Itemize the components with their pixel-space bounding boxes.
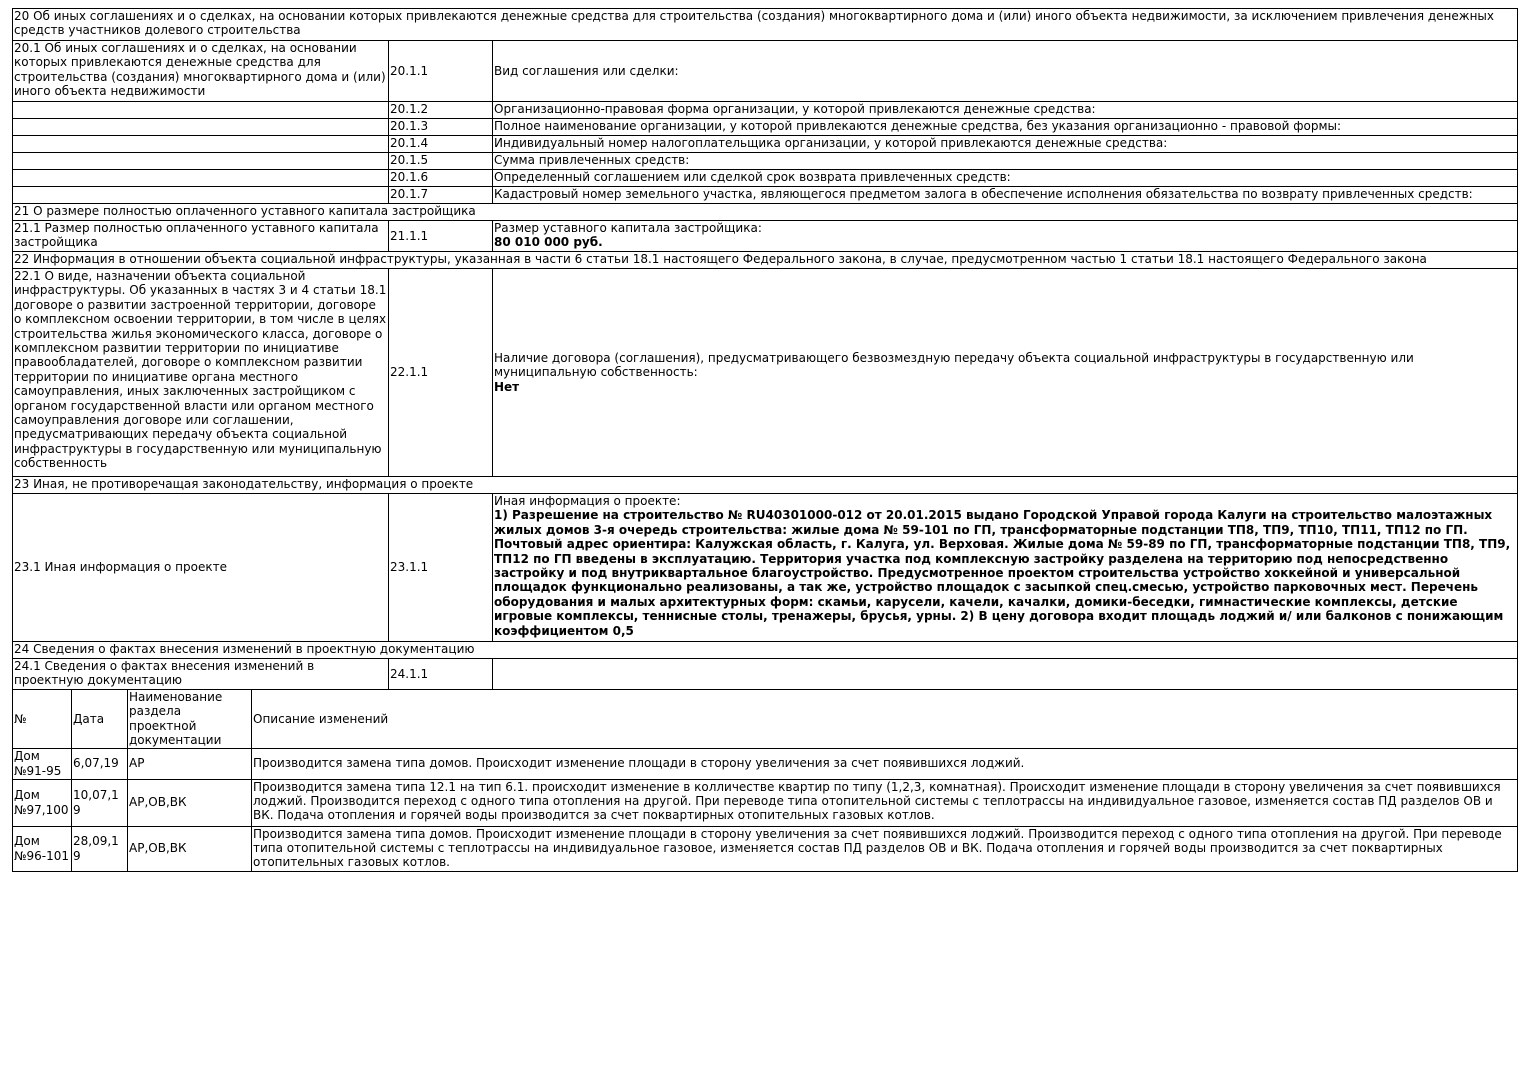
cell-24-1-1 [493,659,1518,690]
row-20-1-7 [13,187,1518,204]
section-23-header [13,477,1518,494]
change-section: АР,ОВ,ВК [128,779,252,826]
change-num: Дом №96-101 [13,826,72,871]
text-20-1-1: Вид соглашения или сделки: [493,41,1518,102]
text-20-1-7: Кадастровый номер земельного участка, являющегося предметом залога в обеспечение исполнения обязательства по возврату привлеченных средств: [493,187,1518,204]
change-date: 28,09,19 [72,826,128,871]
text-20-1-5: Сумма привлеченных средств: [493,153,1518,170]
section-24-header [13,642,1518,659]
header-description: Описание изменений [252,690,1518,749]
row-21-1-1 [13,221,1518,252]
document-page [12,8,1517,872]
label-23-1-1: Иная информация о проекте: [494,494,681,508]
section-20-title: 20 Об иных соглашениях и о сделках, на основании которых привлекаются денежные средства для строительства (создания) многоквартирного дома и (или) иного объекта недвижимости, за исключением привлечения денежных средств участников долевого строительства [13,9,1518,41]
cell-22-1-1 [493,269,1518,477]
change-date: 6,07,19 [72,748,128,779]
change-num: Дом №91-95 [13,748,72,779]
section-21-header [13,204,1518,221]
change-section: АР [128,748,252,779]
change-num: Дом №97,100 [13,779,72,826]
header-date: Дата [72,690,128,749]
project-declaration-table [12,8,1518,690]
row-20-1-4 [13,136,1518,153]
change-description: Производится замена типа 12.1 на тип 6.1. происходит изменение в колличестве квартир по типу (1,2,3, комнатная). Происходит изменение площади в сторону увеличения за счет появившихся лоджий. Производится переход с одного типа отопления на другой. При переводе типа отопительной системы с теплотрассы на индивидуальное газовое, изменяется состав ПД разделов ОВ и ВК. Подача отопления и горячей воды производится за счет поквартирных отопительных газовых котлов. [252,779,1518,826]
code-20-1-4: 20.1.4 [389,136,493,153]
change-date: 10,07,19 [72,779,128,826]
value-22-1-1: Нет [494,379,520,394]
section-22-header [13,252,1518,269]
section-22-1-title: 22.1 О виде, назначении объекта социальной инфраструктуры. Об указанных в частях 3 и 4 статьи 18.1 договоре о развитии застроенной территории, договоре о комплексном освоении территории, в том числе в целях строительства жилья экономического класса, договоре о комплексном развитии территории по инициативе правообладателей, договоре о комплексном развитии территории по инициативе органа местного самоуправления, иных заключенных застройщиком с органом государственной власти или органом местного самоуправления договоре или соглашении, предусматривающих передачу объекта социальной инфраструктуры в государственную или муниципальную собственность [13,269,389,477]
code-20-1-6: 20.1.6 [389,170,493,187]
cell-23-1-1 [493,494,1518,642]
row-24-1-1 [13,659,1518,690]
section-23-title: 23 Иная, не противоречащая законодательству, информация о проекте [13,477,1518,494]
code-20-1-7: 20.1.7 [389,187,493,204]
row-20-1-2 [13,102,1518,119]
changes-header-row [13,690,1518,749]
value-23-1-1: 1) Разрешение на строительство № RU40301000-012 от 20.01.2015 выдано Городской Управой города Калуги на строительство малоэтажных жилых домов 3-я очередь строительства: жилые дома № 59-101 по ГП, трансформаторные подстанции ТП8, ТП9, ТП10, ТП11, ТП12 по ГП. Почтовый адрес ориентира: Калужская область, г. Калуга, ул. Верховая. Жилые дома № 59-89 по ГП, трансформаторные подстанции ТП8, ТП9, ТП12 по ГП введены в эксплуатацию. Территория участка под комплексную застройку разделена на территорию под непосредственно застройку и под внутриквартальное благоустройство. Предусмотренное проектом строительства устройство хоккейной и универсальной площадок функционально реализованы, а так же, устройство площадок с засыпкой спец.смесью, устройство парковочных мест. Перечень оборудования и малых архитектурных форм: скамьи, карусели, качели, качалки, домики-беседки, гимнастические комплексы, детские игровые комплексы, теннисные столы, тренажеры, брусья, урны. 2) В цену договора входит площадь лоджий и/ или балконов с понижающим коэффициентом 0,5 [494,508,1511,638]
code-22-1-1: 22.1.1 [389,269,493,477]
section-21-title: 21 О размере полностью оплаченного уставного капитала застройщика [13,204,1518,221]
section-20-header [13,9,1518,41]
code-20-1-3: 20.1.3 [389,119,493,136]
text-20-1-2: Организационно-правовая форма организации, у которой привлекаются денежные средства: [493,102,1518,119]
row-20-1-1 [13,41,1518,102]
text-20-1-3: Полное наименование организации, у которой привлекаются денежные средства, без указания организационно - правовой формы: [493,119,1518,136]
code-23-1-1: 23.1.1 [389,494,493,642]
code-20-1-1: 20.1.1 [389,41,493,102]
section-24-title: 24 Сведения о фактах внесения изменений в проектную документацию [13,642,1518,659]
row-23-1-1 [13,494,1518,642]
change-description: Производится замена типа домов. Происходит изменение площади в сторону увеличения за счет появившихся лоджий. [252,748,1518,779]
code-20-1-5: 20.1.5 [389,153,493,170]
changes-table [12,689,1518,872]
code-20-1-2: 20.1.2 [389,102,493,119]
row-22-1-1 [13,269,1518,477]
row-20-1-5 [13,153,1518,170]
row-20-1-3 [13,119,1518,136]
section-23-1-title: 23.1 Иная информация о проекте [13,494,389,642]
section-22-title: 22 Информация в отношении объекта социальной инфраструктуры, указанная в части 6 статьи 18.1 настоящего Федерального закона, в случае, предусмотренном частью 1 статьи 18.1 настоящего Федерального закона [13,252,1518,269]
text-20-1-6: Определенный соглашением или сделкой срок возврата привлеченных средств: [493,170,1518,187]
cell-21-1-1 [493,221,1518,252]
header-section: Наименование раздела проектной документации [128,690,252,749]
table-row [13,748,1518,779]
text-20-1-4: Индивидуальный номер налогоплательщика организации, у которой привлекаются денежные средства: [493,136,1518,153]
value-21-1-1: 80 010 000 руб. [494,235,603,250]
label-21-1-1: Размер уставного капитала застройщика: [494,221,762,235]
table-row [13,826,1518,871]
row-20-1-6 [13,170,1518,187]
table-row [13,779,1518,826]
code-21-1-1: 21.1.1 [389,221,493,252]
code-24-1-1: 24.1.1 [389,659,493,690]
label-22-1-1: Наличие договора (соглашения), предусматривающего безвозмездную передачу объекта социальной инфраструктуры в государственную или муниципальную собственность: [494,350,1414,380]
header-num: № [13,690,72,749]
section-21-1-title: 21.1 Размер полностью оплаченного уставного капитала застройщика [13,221,389,252]
section-20-1-title: 20.1 Об иных соглашениях и о сделках, на основании которых привлекаются денежные средства для строительства (создания) многоквартирного дома и (или) иного объекта недвижимости [13,41,389,102]
change-description: Производится замена типа домов. Происходит изменение площади в сторону увеличения за счет появившихся лоджий. Производится переход с одного типа отопления на другой. При переводе типа отопительной системы с теплотрассы на индивидуальное газовое, изменяется состав ПД разделов ОВ и ВК. Подача отопления и горячей воды производится за счет поквартирных отопительных газовых котлов. [252,826,1518,871]
section-24-1-title: 24.1 Сведения о фактах внесения изменений в проектную документацию [13,659,389,690]
change-section: АР,ОВ,ВК [128,826,252,871]
